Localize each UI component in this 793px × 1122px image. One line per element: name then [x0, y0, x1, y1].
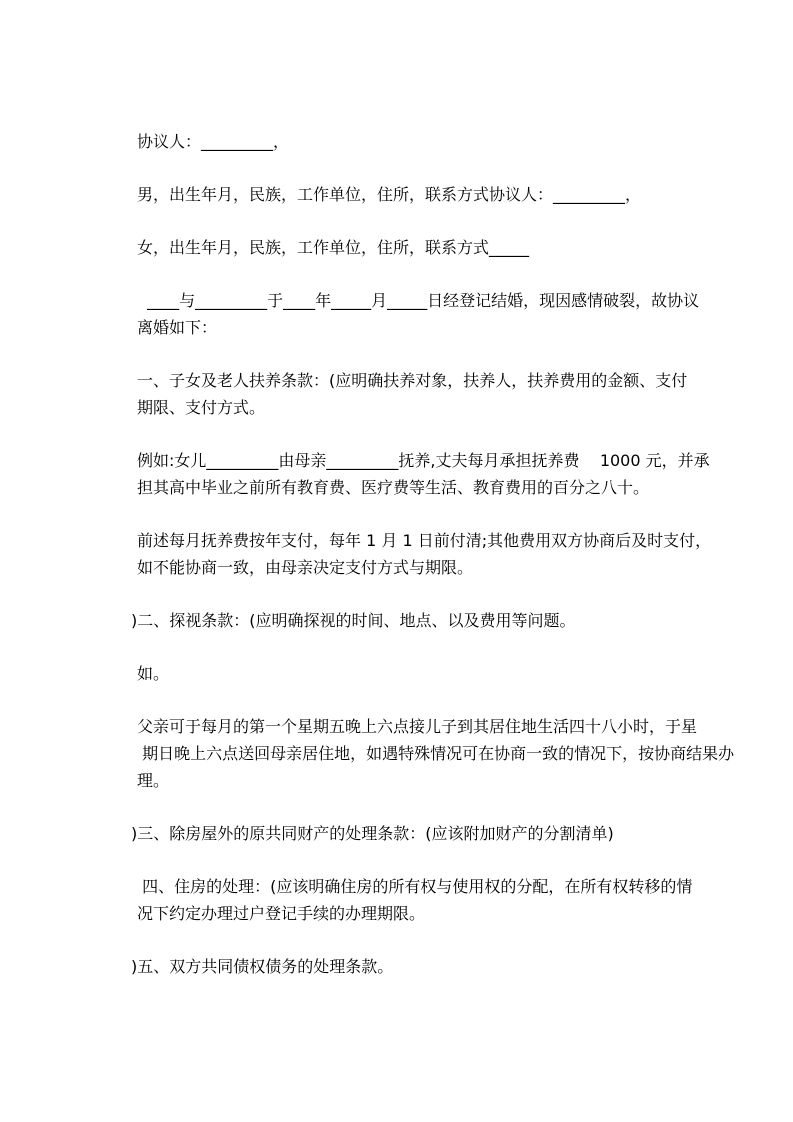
- text-line: 况下约定办理过户登记手续的办理期限。: [137, 904, 426, 923]
- text-line: 女，出生年月，民族，工作单位，住所，联系方式_____: [137, 238, 530, 257]
- text-line: 四、住房的处理：(应该明确住房的所有权与使用权的分配，在所有权转移的情: [137, 877, 693, 896]
- text-line: )五、双方共同债权债务的处理条款。: [131, 957, 394, 976]
- text-line: )三、除房屋外的原共同财产的处理条款：(应该附加财产的分割清单): [131, 824, 614, 843]
- text-line: 前述每月抚养费按年支付，每年 1 月 1 日前付清;其他费用双方协商后及时支付，: [137, 531, 712, 550]
- text-line: 担其高中毕业之前所有教育费、医疗费等生活、教育费用的百分之八十。: [137, 478, 650, 497]
- text-line: 如不能协商一致，由母亲决定支付方式与期限。: [137, 558, 474, 577]
- text-line: 离婚如下：: [137, 318, 218, 337]
- text-line: 理。: [137, 771, 170, 790]
- text-line: 协议人：_________，: [137, 132, 290, 151]
- text-line: 男，出生年月，民族，工作单位，住所，联系方式协议人：_________，: [137, 185, 642, 204]
- text-line: 期限、支付方式。: [137, 398, 266, 417]
- text-line: 如。: [137, 664, 170, 683]
- text-line: 一、子女及老人扶养条款：(应明确扶养对象，扶养人，扶养费用的金额、支付: [137, 371, 688, 390]
- text-line: ____与_________于____年_____月_____日经登记结婚，现因感情破裂，故协议: [137, 291, 700, 310]
- text-line: 父亲可于每月的第一个星期五晚上六点接儿子到其居住地生活四十八小时，于星: [137, 717, 698, 736]
- text-line: )二、探视条款：(应明确探视的时间、地点、以及费用等问题。: [131, 611, 576, 630]
- text-line: 例如:女儿_________由母亲_________抚养,丈夫每月承担抚养费 1000 元，并承: [137, 451, 710, 470]
- text-line: 期日晚上六点送回母亲居住地，如遇特殊情况可在协商一致的情况下，按协商结果办: [137, 744, 735, 763]
